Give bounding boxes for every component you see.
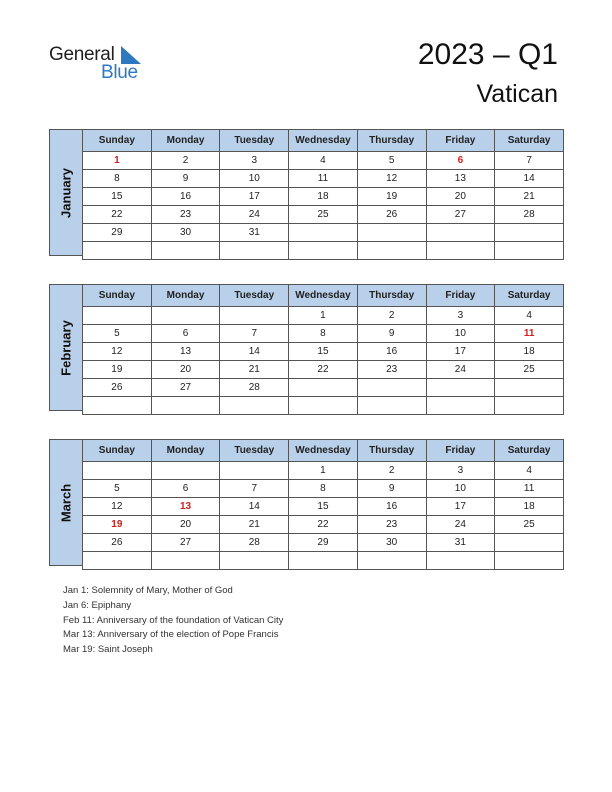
day-cell [220,462,289,480]
day-cell: 1 [289,462,358,480]
day-cell [83,307,152,325]
day-cell: 28 [495,206,564,224]
weekday-header: Wednesday [289,440,358,462]
day-cell: 21 [220,361,289,379]
day-cell: 23 [357,516,426,534]
day-cell [83,462,152,480]
day-cell: 16 [357,343,426,361]
day-cell: 19 [83,516,152,534]
week-row [83,152,564,170]
day-cell [289,242,358,260]
day-cell [357,552,426,570]
day-cell: 13 [151,343,220,361]
holiday-note: Mar 19: Saint Joseph [63,644,153,656]
day-cell: 2 [357,462,426,480]
day-cell [357,242,426,260]
day-cell: 27 [151,534,220,552]
holiday-note: Jan 6: Epiphany [63,599,132,611]
day-cell: 4 [495,307,564,325]
day-cell: 17 [220,188,289,206]
day-cell: 11 [495,480,564,498]
day-cell [495,397,564,415]
month-label [49,439,83,566]
day-cell [220,242,289,260]
day-cell: 11 [289,170,358,188]
month-label [49,129,83,256]
day-cell [357,379,426,397]
weekday-header: Friday [426,285,495,307]
weekday-header: Monday [151,285,220,307]
day-cell: 20 [151,516,220,534]
day-cell: 28 [220,379,289,397]
day-cell: 3 [220,152,289,170]
day-cell: 29 [289,534,358,552]
day-cell: 30 [151,224,220,242]
day-cell: 17 [426,498,495,516]
day-cell: 24 [220,206,289,224]
day-cell [83,552,152,570]
day-cell: 17 [426,343,495,361]
day-cell: 26 [83,379,152,397]
weekday-header: Monday [151,130,220,152]
month-label [49,284,83,411]
week-row [83,361,564,379]
week-row [83,552,564,570]
week-row [83,534,564,552]
week-row [83,188,564,206]
holiday-note: Mar 13: Anniversary of the election of Pope Francis [63,629,279,641]
day-cell: 18 [289,188,358,206]
week-row [83,206,564,224]
week-row [83,379,564,397]
week-row [83,242,564,260]
day-cell: 5 [83,325,152,343]
day-cell: 10 [220,170,289,188]
day-cell: 15 [289,343,358,361]
weekday-header: Saturday [495,440,564,462]
day-cell: 5 [83,480,152,498]
day-cell [289,397,358,415]
weekday-header: Friday [426,440,495,462]
logo-word-general: General [49,44,115,65]
day-cell: 7 [220,480,289,498]
month-calendar-march [49,439,564,566]
day-cell: 22 [83,206,152,224]
day-cell [426,397,495,415]
month-calendar-february [49,284,564,411]
day-cell: 18 [495,498,564,516]
day-cell [220,552,289,570]
month-name: January [58,167,74,218]
weekday-header: Thursday [357,285,426,307]
day-cell: 25 [495,361,564,379]
weekday-header: Wednesday [289,130,358,152]
day-cell: 3 [426,462,495,480]
day-cell: 8 [83,170,152,188]
day-cell [426,552,495,570]
weekday-header: Saturday [495,285,564,307]
day-cell [220,307,289,325]
day-cell: 10 [426,325,495,343]
day-cell [426,242,495,260]
day-cell: 9 [357,325,426,343]
day-cell [495,242,564,260]
weekday-header: Monday [151,440,220,462]
day-cell: 26 [83,534,152,552]
day-cell [426,379,495,397]
day-cell: 25 [495,516,564,534]
week-row [83,170,564,188]
weekday-header: Wednesday [289,285,358,307]
week-row [83,325,564,343]
day-cell: 29 [83,224,152,242]
day-cell: 20 [426,188,495,206]
month-grid [82,284,564,415]
week-row [83,307,564,325]
week-row [83,397,564,415]
day-cell: 13 [151,498,220,516]
day-cell [495,534,564,552]
day-cell: 30 [357,534,426,552]
day-cell: 1 [289,307,358,325]
day-cell: 28 [220,534,289,552]
day-cell: 5 [357,152,426,170]
month-calendar-january [49,129,564,256]
day-cell: 15 [289,498,358,516]
day-cell: 8 [289,325,358,343]
weekday-header: Friday [426,130,495,152]
day-cell [357,397,426,415]
day-cell [289,379,358,397]
week-row [83,462,564,480]
day-cell: 6 [151,480,220,498]
day-cell: 19 [357,188,426,206]
day-cell: 1 [83,152,152,170]
day-cell [495,552,564,570]
day-cell: 4 [495,462,564,480]
day-cell: 31 [426,534,495,552]
day-cell [357,224,426,242]
day-cell: 27 [426,206,495,224]
day-cell: 16 [357,498,426,516]
day-cell: 22 [289,361,358,379]
day-cell: 11 [495,325,564,343]
day-cell: 13 [426,170,495,188]
day-cell [495,379,564,397]
day-cell: 8 [289,480,358,498]
holiday-note: Feb 11: Anniversary of the foundation of Vatican City [63,614,284,626]
day-cell: 6 [426,152,495,170]
day-cell: 4 [289,152,358,170]
week-row [83,224,564,242]
weekday-header: Tuesday [220,130,289,152]
day-cell: 2 [151,152,220,170]
day-cell: 6 [151,325,220,343]
day-cell: 10 [426,480,495,498]
weekday-header: Sunday [83,440,152,462]
day-cell: 23 [151,206,220,224]
day-cell: 21 [495,188,564,206]
day-cell: 23 [357,361,426,379]
day-cell: 9 [151,170,220,188]
day-cell: 22 [289,516,358,534]
day-cell [495,224,564,242]
day-cell [151,397,220,415]
weekday-header: Thursday [357,130,426,152]
weekday-header: Thursday [357,440,426,462]
day-cell: 18 [495,343,564,361]
week-row [83,516,564,534]
day-cell: 3 [426,307,495,325]
day-cell: 14 [220,343,289,361]
day-cell: 16 [151,188,220,206]
day-cell: 24 [426,516,495,534]
day-cell: 21 [220,516,289,534]
day-cell [289,552,358,570]
country-name: Vatican [476,80,558,108]
month-grid [82,439,564,570]
day-cell: 15 [83,188,152,206]
holiday-notes [63,584,283,658]
day-cell: 20 [151,361,220,379]
day-cell [83,397,152,415]
day-cell [151,462,220,480]
day-cell: 25 [289,206,358,224]
weekday-header: Sunday [83,285,152,307]
week-row [83,480,564,498]
day-cell: 2 [357,307,426,325]
holiday-note: Jan 1: Solemnity of Mary, Mother of God [63,585,233,596]
week-row [83,343,564,361]
month-name: March [58,483,74,522]
day-cell: 26 [357,206,426,224]
weekday-header: Tuesday [220,285,289,307]
day-cell: 12 [357,170,426,188]
day-cell [289,224,358,242]
day-cell: 14 [220,498,289,516]
generalblue-logo [49,44,159,84]
day-cell: 27 [151,379,220,397]
day-cell: 14 [495,170,564,188]
weekday-header: Sunday [83,130,152,152]
day-cell [151,307,220,325]
day-cell: 24 [426,361,495,379]
weekday-header: Saturday [495,130,564,152]
day-cell [83,242,152,260]
day-cell: 12 [83,343,152,361]
day-cell [426,224,495,242]
week-row [83,498,564,516]
day-cell: 7 [495,152,564,170]
weekday-header: Tuesday [220,440,289,462]
day-cell: 31 [220,224,289,242]
page-title: 2023 – Q1 [417,38,558,71]
logo-word-blue: Blue [101,62,138,83]
day-cell [151,552,220,570]
day-cell [220,397,289,415]
day-cell [151,242,220,260]
day-cell: 19 [83,361,152,379]
month-grid [82,129,564,260]
day-cell: 9 [357,480,426,498]
day-cell: 12 [83,498,152,516]
month-name: February [58,319,74,376]
day-cell: 7 [220,325,289,343]
